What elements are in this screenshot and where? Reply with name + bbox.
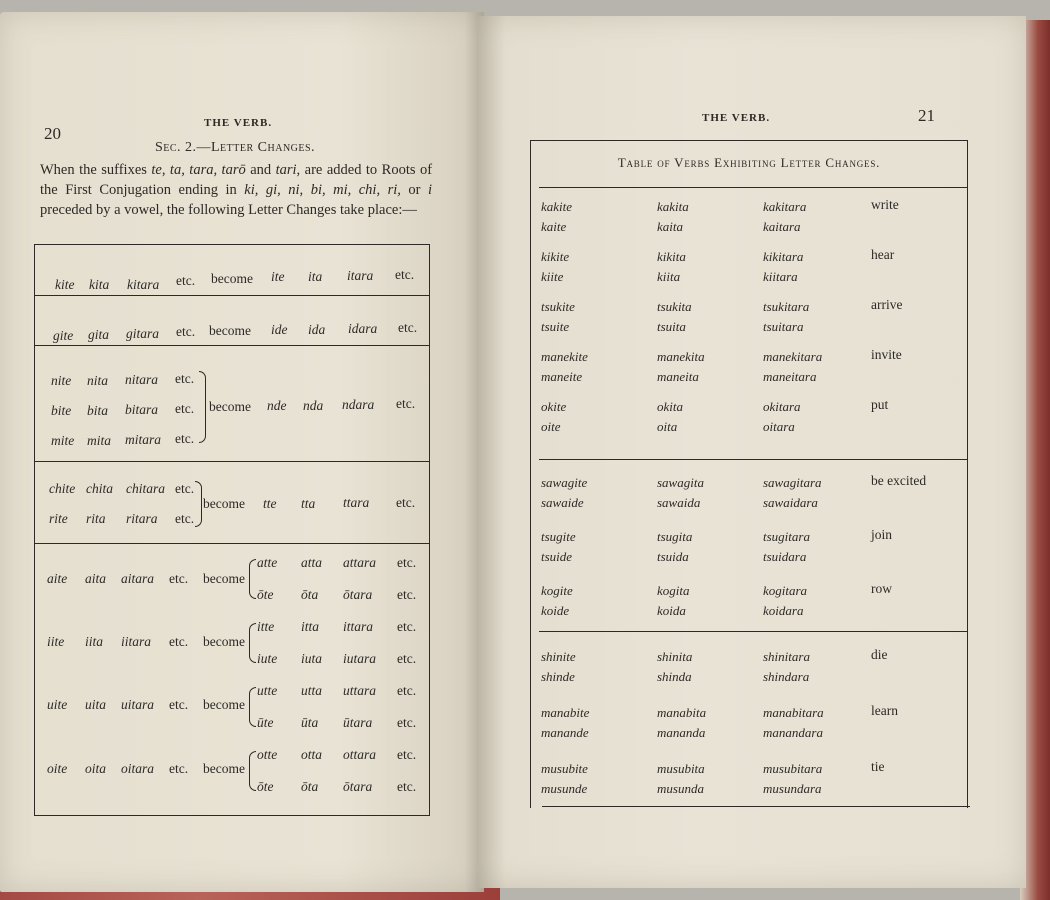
brace xyxy=(249,751,256,791)
verb-form: okite xyxy=(541,399,567,414)
section-title: Sec. 2.—Letter Changes. xyxy=(154,140,316,155)
verb-form: shinde xyxy=(541,669,575,684)
verb-form: kogita xyxy=(657,583,690,598)
verb-form: musubita xyxy=(657,761,705,776)
verb-form: oitara xyxy=(763,419,795,434)
verb-form: kakitara xyxy=(763,199,807,214)
verb-form: tsukita xyxy=(657,299,692,314)
table-row: kite kita kitara etc. become ite ita itara etc. xyxy=(35,245,429,296)
verb-form: manekite xyxy=(541,349,588,364)
verb-meaning: invite xyxy=(871,347,902,362)
verb-form: sawagite xyxy=(541,475,588,490)
brace xyxy=(195,481,202,527)
verb-form: tsuita xyxy=(657,319,686,334)
verb-meaning: hear xyxy=(871,247,895,262)
verb-form: tsuitara xyxy=(763,319,804,334)
divider xyxy=(539,631,967,632)
intro-paragraph: When the suffixes te, ta, tara, tarō and tari, are added to Roots of the First Conjugation ending in ki, gi, ni, bi, mi, chi, ri, or i preceded by a vowel, the following Letter Changes take place:— xyxy=(40,162,433,218)
verb-form: okita xyxy=(657,399,683,414)
table-row: nite nita nitara etc. bite bita bitara etc. mite mita mitara etc. become nde nda ndara etc. xyxy=(35,345,429,462)
page-number: 21 xyxy=(918,106,935,125)
verb-form: kiita xyxy=(657,269,681,284)
verb-meaning: learn xyxy=(871,703,898,718)
verb-form: sawagitara xyxy=(763,475,822,490)
brace xyxy=(199,371,206,443)
verb-form: tsukite xyxy=(541,299,575,314)
verb-form: kakite xyxy=(541,199,573,214)
verb-form: shinitara xyxy=(763,649,810,664)
verb-form: manabitara xyxy=(763,705,824,720)
verb-form: kogite xyxy=(541,583,573,598)
brace xyxy=(249,559,256,599)
page-number: 20 xyxy=(44,124,61,143)
verb-form: musubitara xyxy=(763,761,823,776)
verb-form: sawaide xyxy=(541,495,584,510)
verb-form: musunde xyxy=(541,781,588,796)
verb-form: kikita xyxy=(657,249,686,264)
verb-form: manandara xyxy=(763,725,823,740)
verb-form: sawaidara xyxy=(763,495,818,510)
verb-meaning: die xyxy=(871,647,888,662)
verb-form: kakita xyxy=(657,199,689,214)
letter-changes-table xyxy=(34,244,430,816)
verb-form: kaite xyxy=(541,219,567,234)
verb-form: shinita xyxy=(657,649,693,664)
verb-meaning: write xyxy=(871,197,899,212)
verb-form: kaita xyxy=(657,219,683,234)
verb-meaning: be excited xyxy=(871,473,927,488)
verb-form: tsugitara xyxy=(763,529,810,544)
verb-form: tsuidara xyxy=(763,549,807,564)
verb-form: manabita xyxy=(657,705,707,720)
verb-meaning: arrive xyxy=(871,297,903,312)
verb-form: tsuide xyxy=(541,549,573,564)
divider xyxy=(542,806,970,807)
verb-form: tsuite xyxy=(541,319,570,334)
verb-form: maneitara xyxy=(763,369,817,384)
verb-form: kikite xyxy=(541,249,570,264)
verb-form: shinda xyxy=(657,669,692,684)
verb-form: manekitara xyxy=(763,349,823,364)
table-title: Table of Verbs Exhibiting Letter Changes. xyxy=(617,155,881,170)
verb-form: tsuida xyxy=(657,549,689,564)
table-row: aite aita aitara etc. become atte atta attara etc. ōte ōta ōtara etc. iite iita iitara etc. become itte itta ittara etc. iute iuta iutara etc. uite uita uitara etc. become utte utta uttara etc. ūte ūta ūtara etc. oite oita oitara etc. become otte otta ottara etc. ōte ōta ōtara etc. xyxy=(47,555,417,794)
verb-form: shinite xyxy=(541,649,576,664)
verb-form: koida xyxy=(657,603,686,618)
verb-meaning: tie xyxy=(871,759,885,774)
verb-form: sawagita xyxy=(657,475,704,490)
verb-form: koide xyxy=(541,603,570,618)
verb-form: kaitara xyxy=(763,219,801,234)
verb-form: kikitara xyxy=(763,249,804,264)
verb-form: shindara xyxy=(763,669,810,684)
verb-form: kiite xyxy=(541,269,564,284)
verb-meaning: join xyxy=(871,527,893,542)
verb-form: maneita xyxy=(657,369,699,384)
verb-form: koidara xyxy=(763,603,804,618)
verb-form: musundara xyxy=(763,781,822,796)
brace xyxy=(249,623,256,663)
verb-form: manekita xyxy=(657,349,705,364)
brace xyxy=(249,687,256,727)
verb-form: manabite xyxy=(541,705,590,720)
verb-form: tsukitara xyxy=(763,299,810,314)
divider xyxy=(539,187,967,188)
verb-form: oita xyxy=(657,419,678,434)
verb-form: manande xyxy=(541,725,589,740)
verb-form: kogitara xyxy=(763,583,808,598)
verb-meaning: put xyxy=(871,397,889,412)
running-head: THE VERB. xyxy=(702,112,771,124)
verb-table xyxy=(530,140,968,808)
verb-form: sawaida xyxy=(657,495,701,510)
verb-form: musubite xyxy=(541,761,588,776)
divider xyxy=(539,459,967,460)
running-head: THE VERB. xyxy=(204,117,273,129)
verb-form: kiitara xyxy=(763,269,798,284)
verb-form: mananda xyxy=(657,725,706,740)
table-row: chite chita chitara etc. rite rita ritara etc. become tte tta ttara etc. xyxy=(35,461,429,544)
verb-form: oite xyxy=(541,419,561,434)
verb-meaning: row xyxy=(871,581,892,596)
verb-form: musunda xyxy=(657,781,704,796)
table-row: gite gita gitara etc. become ide ida idara etc. xyxy=(35,295,429,346)
verb-form: okitara xyxy=(763,399,801,414)
verb-form: tsugita xyxy=(657,529,693,544)
verb-form: tsugite xyxy=(541,529,576,544)
verb-form: maneite xyxy=(541,369,583,384)
